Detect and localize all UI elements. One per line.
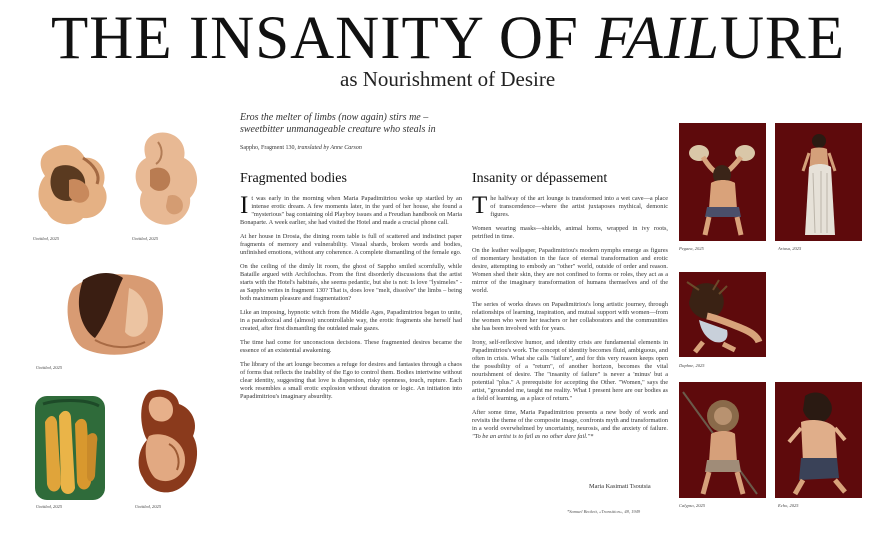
epigraph-source: Sappho, Fragment 130, translated by Anne Carson xyxy=(240,145,362,151)
artwork-untitled-2 xyxy=(132,130,204,230)
heading-insanity: Insanity or dépassement xyxy=(472,171,608,186)
paragraph: Women wearing masks—shields, animal horns, wrapped in ivy roots, petrified in time. xyxy=(472,225,668,240)
page-title: THE INSANITY OF FAILURE xyxy=(51,5,845,72)
artwork-untitled-3 xyxy=(65,268,167,358)
paragraph: The library of the art lounge becomes a refuge for desires and fantasies through a chaos of forms that reflects the inability of the Ego to control them. Bodies intertwine without clear identity, suggesting that love is dispersion, risky openness, touch, rupture. Each work resembles a small erotic explosion without duration or logic. An initiation into Papadimitriou's imaginary absurdity. xyxy=(240,361,462,400)
paragraph: On the leather wallpaper, Papadimitriou's modern nymphs emerge as figures of momentary hesitation in the face of eternal transformation and erotic desire, attempting to embody an "other" world, outside of order and reason. Women shed their skin, they are not confined to forms or roles, they act as a mirror of the imaginary transformation of humans themselves and of the world. xyxy=(472,247,668,294)
caption-untitled-3: Untitled, 2025 xyxy=(36,365,62,370)
paragraph: The time had come for unconscious decisions. These fragmented desires became the essence of an existential awakening. xyxy=(240,339,462,354)
caption-calypso: Calypso, 2025 xyxy=(679,503,706,508)
footnote: *Samuel Beckett, «Transition», 48, 1949 xyxy=(567,509,641,514)
artwork-untitled-4 xyxy=(35,396,105,504)
caption-untitled-4: Untitled, 2025 xyxy=(36,504,62,509)
artwork-untitled-5 xyxy=(133,386,205,500)
paragraph: After some time, Maria Papadimitriou presents a new body of work and revisits the theme of the composite image, confronts myth and transformation in a world overwhelmed by uncertainty, neurosis, and the anxiety of failure. "To be an artist is to fail as no other dare fail."* xyxy=(472,409,668,440)
paragraph: he halfway of the art lounge is transformed into a wet cave—a place of transcendence—where the artist juxtaposes mythical, demonic figures. xyxy=(490,195,668,218)
artwork-pegaea xyxy=(679,123,766,241)
paragraph: At her house in Drosia, the dining room table is full of scattered and indistinct paper fragments of memory and vulnerability. Visual shards, broken words and bodies, unfinished emotions, without any coherence. A complete dismantling of the female ego. xyxy=(240,233,462,256)
paragraph: On the ceiling of the dimly lit room, the ghost of Sappho smiled scornfully, while Bataille argued with Archilochus. From the first disorderly discussions that the artist starts with the Hotel's habitués, she seems pedantic, but she is not: Is love "lysimeles" - as Sappho writes in fragment 130? That is, does love "melt, dissolve" the limbs – being both maximum pleasure and fragmentation? xyxy=(240,263,462,302)
paragraph: t was early in the morning when Maria Papadimitriou woke up startled by an intense erotic dream. A few moments later, in the yard of her house, she found a "mysterious" bag containing old Playboy issues and a Freudian handbook on Maria Bonaparte. A week earlier, she had visited the Hotel and made a crucial phone call. xyxy=(240,195,462,226)
epigraph-quote: Eros the melter of limbs (now again) stirs me – sweetbitter unmanageable creature who steals in xyxy=(240,112,436,135)
paragraph: Irony, self-reflexive humor, and identity crisis are fundamental elements in Papadimitriou's work. The concept of identity becomes fluid, ambiguous, and often in crisis. What she calls "failure", and for this very reason keeps open the possibility of a "return", of another horizon, becomes the vital nourishment of desire. The "insanity of failure" is never a 'minus' but a potential "plus." A prerequisite for accepting the Other. "Women," says the artist, "grounded me, taught me reality. What I present here are our bodies as a field of learning, as a place of return." xyxy=(472,339,668,402)
artwork-untitled-1 xyxy=(35,140,115,230)
artwork-ariasa xyxy=(775,123,862,241)
dropcap: I xyxy=(240,192,249,219)
caption-untitled-5: Untitled, 2025 xyxy=(135,504,161,509)
artwork-echo xyxy=(775,382,862,498)
caption-pegaea: Pegaea, 2025 xyxy=(679,246,704,251)
caption-untitled-1: Untitled, 2025 xyxy=(33,236,59,241)
dropcap: T xyxy=(472,192,488,219)
page-subtitle: as Nourishment of Desire xyxy=(340,67,556,91)
author-signature: Maria Kasimati Tsoutsia xyxy=(589,483,651,490)
column-insanity xyxy=(472,192,668,447)
heading-fragmented-bodies: Fragmented bodies xyxy=(240,171,347,186)
column-fragmented-bodies xyxy=(240,192,462,407)
caption-ariasa: Ariasa, 2025 xyxy=(778,246,802,251)
paragraph: The series of works draws on Papadimitriou's long artistic journey, through relationships of learning, inspiration, and mutual support with women—from the women who were her teachers or her collaborators and the communities she has been involved with for years. xyxy=(472,301,668,332)
paragraph: Like an imposing, hypnotic witch from the Middle Ages, Papadimitriou began to unite, in a paradoxical and (almost) uncontrollable way, the erotic fragments she herself had created, after first dismantling the outdated male gazes. xyxy=(240,309,462,332)
artwork-daphne xyxy=(679,272,766,357)
caption-echo: Echo, 2025 xyxy=(778,503,799,508)
caption-daphne: Daphne, 2025 xyxy=(679,363,705,368)
caption-untitled-2: Untitled, 2025 xyxy=(132,236,158,241)
artwork-calypso xyxy=(679,382,766,498)
